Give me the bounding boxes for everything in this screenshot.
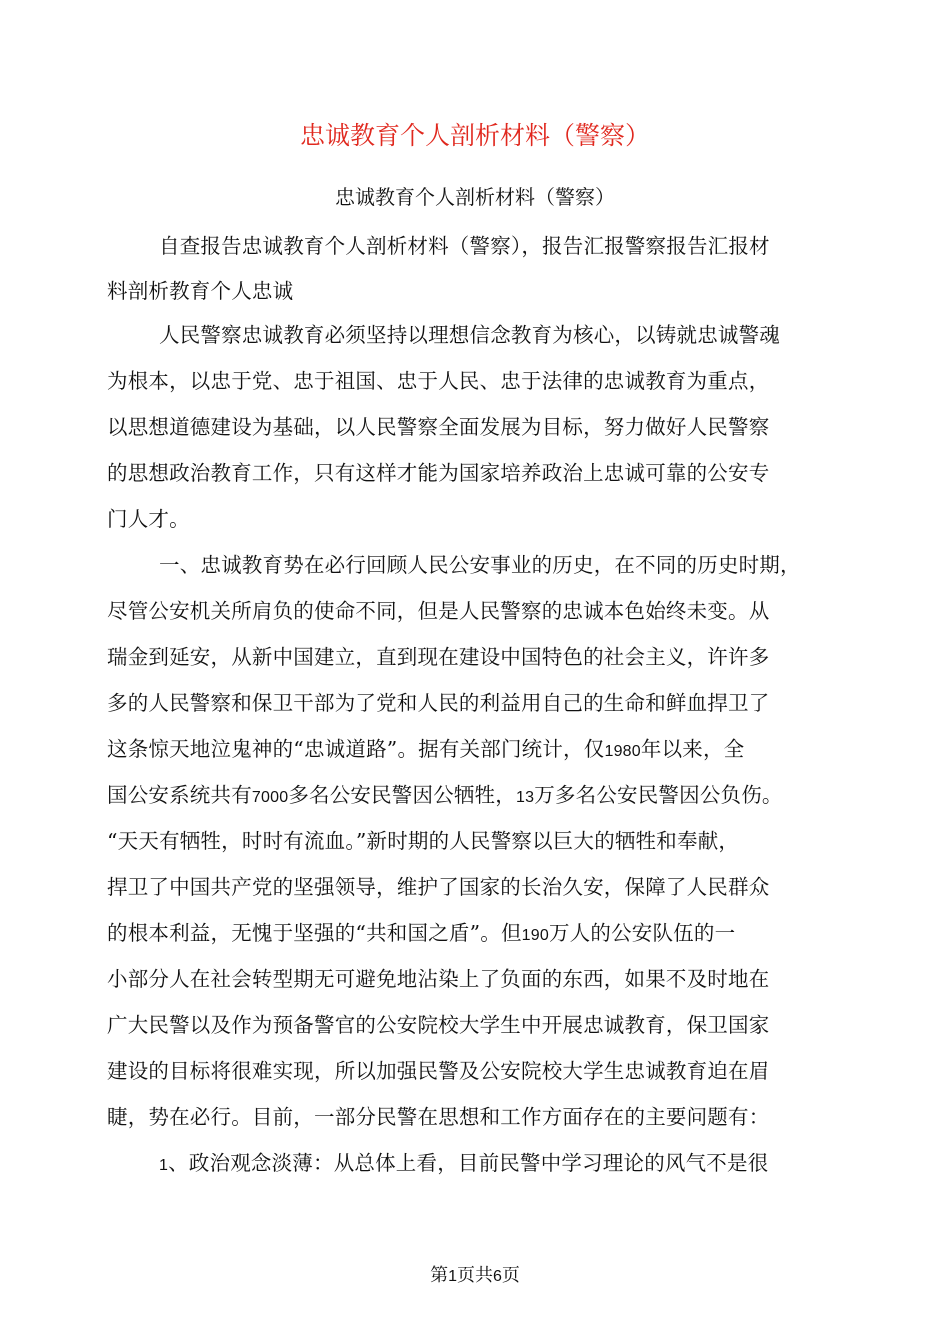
body-line-12-text-a: 这条惊天地泣鬼神的“忠诚道路”。据有关部门统计，仅 bbox=[107, 737, 605, 761]
body-line-21 bbox=[159, 1148, 768, 1181]
body-line-18: 广大民警以及作为预备警官的公安院校大学生中开展忠诚教育，保卫国家 bbox=[107, 1013, 770, 1037]
body-line-16 bbox=[107, 918, 735, 951]
item-number: 1 bbox=[159, 1157, 169, 1174]
body-line-21-text: 、政治观念淡薄：从总体上看，目前民警中学习理论的风气不是很 bbox=[168, 1151, 769, 1175]
deaths-number: 7000 bbox=[251, 789, 289, 806]
body-line-16-text-b: 万人的公安队伍的一 bbox=[548, 921, 736, 945]
body-line-8: 一、忠诚教育势在必行回顾人民公安事业的历史，在不同的历史时期， bbox=[159, 553, 801, 577]
force-size-number: 190 bbox=[521, 927, 549, 944]
body-line-15: 捍卫了中国共产党的坚强领导，维护了国家的长治久安，保障了人民群众 bbox=[107, 875, 770, 899]
footer-suffix: 页 bbox=[501, 1265, 520, 1286]
body-line-12 bbox=[107, 734, 744, 767]
document-title: 忠诚教育个人剖析材料（警察） bbox=[299, 121, 650, 150]
body-line-9: 尽管公安机关所肩负的使命不同，但是人民警察的忠诚本色始终未变。从 bbox=[107, 599, 770, 623]
body-line-3: 人民警察忠诚教育必须坚持以理想信念教育为核心，以铸就忠诚警魂 bbox=[159, 323, 780, 347]
body-line-16-text-a: 的根本利益，无愧于坚强的“共和国之盾”。但 bbox=[107, 921, 522, 945]
document-subtitle: 忠诚教育个人剖析材料（警察） bbox=[335, 185, 615, 209]
injuries-number: 13 bbox=[516, 789, 535, 806]
body-line-20: 睫，势在必行。目前，一部分民警在思想和工作方面存在的主要问题有： bbox=[107, 1105, 770, 1129]
body-line-13-text-c: 万多名公安民警因公负伤。 bbox=[534, 783, 783, 807]
body-line-7: 门人才。 bbox=[107, 507, 190, 531]
body-line-19: 建设的目标将很难实现，所以加强民警及公安院校大学生忠诚教育迫在眉 bbox=[107, 1059, 770, 1083]
body-line-13 bbox=[107, 780, 783, 813]
page-footer bbox=[0, 1262, 950, 1291]
body-line-5: 以思想道德建设为基础，以人民警察全面发展为目标，努力做好人民警察 bbox=[107, 415, 770, 439]
body-line-17: 小部分人在社会转型期无可避免地沾染上了负面的东西，如果不及时地在 bbox=[107, 967, 770, 991]
footer-total-pages: 6 bbox=[493, 1268, 502, 1285]
body-line-2: 料剖析教育个人忠诚 bbox=[107, 279, 294, 303]
body-line-6: 的思想政治教育工作，只有这样才能为国家培养政治上忠诚可靠的公安专 bbox=[107, 461, 770, 485]
body-line-10: 瑞金到延安，从新中国建立，直到现在建设中国特色的社会主义，许许多 bbox=[107, 645, 770, 669]
body-line-11: 多的人民警察和保卫干部为了党和人民的利益用自己的生命和鲜血捍卫了 bbox=[107, 691, 770, 715]
footer-middle: 页共 bbox=[457, 1265, 493, 1286]
body-line-13-text-b: 多名公安民警因公牺牲， bbox=[288, 783, 517, 807]
body-line-1: 自查报告忠诚教育个人剖析材料（警察），报告汇报警察报告汇报材 bbox=[159, 234, 770, 258]
body-line-12-text-b: 年以来，全 bbox=[640, 737, 745, 761]
body-line-13-text-a: 国公安系统共有 bbox=[107, 783, 252, 807]
body-line-14: “天天有牺牲，时时有流血。”新时期的人民警察以巨大的牺牲和奉献， bbox=[107, 829, 740, 853]
year-number: 1980 bbox=[604, 743, 641, 760]
footer-page-number: 1 bbox=[448, 1268, 457, 1285]
footer-prefix: 第 bbox=[430, 1265, 449, 1286]
body-line-4: 为根本，以忠于党、忠于祖国、忠于人民、忠于法律的忠诚教育为重点， bbox=[107, 369, 770, 393]
